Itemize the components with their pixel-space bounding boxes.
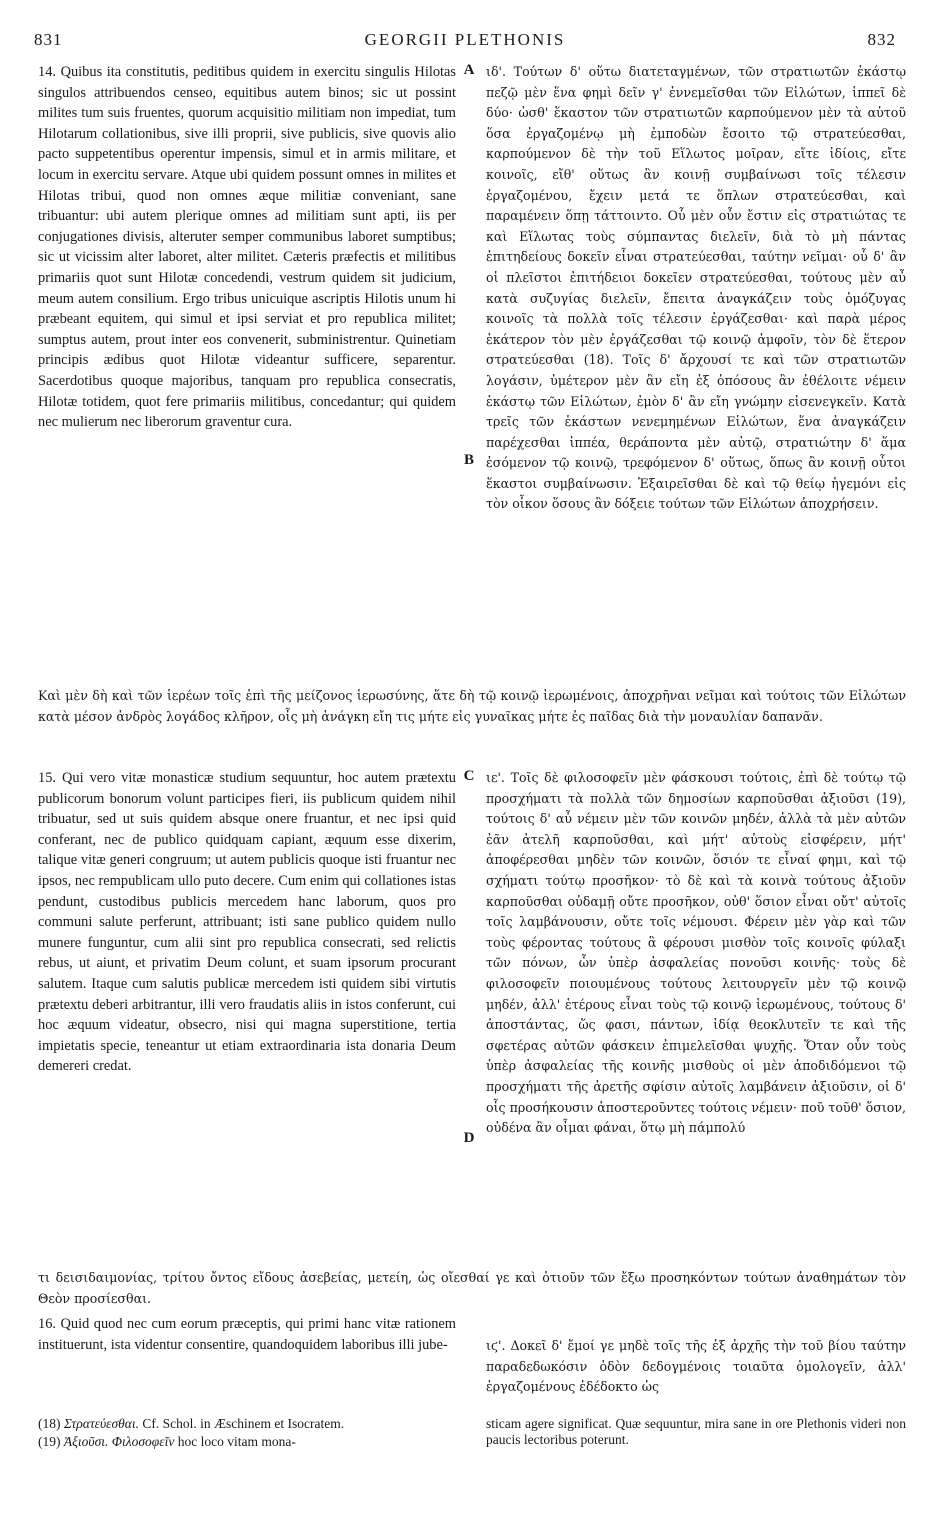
page-title: GEORGII PLETHONIS (364, 30, 566, 49)
section-14-greek (486, 62, 906, 515)
footnote-19-text: hoc loco vitam mona- (177, 1434, 296, 1449)
page-number-right: 832 (867, 30, 896, 49)
section-15-latin-text: 15. Qui vero vitæ monasticæ studium sequuntur, hoc autem prætextu publicorum bonorum volunt participes fieri, iis publicum quidem nihil tribuatur, sed ut suis quidem absque onere fruantur, et nec ipsi quid conferant, nec de publico quidquam capiant, æquum esse dixerim, talique vitæ generi congruum; ut autem publicis quoque isti fruantur nec ipsos, nec rempublicam ullo puto decere. Cum enim qui collationes istas pendunt, custodibus publicis mercedem hanc laborum, quos pro communi salute perferunt, attribuant; isti sane publico quidem nullo munere funguntur, cum alii sint pro republica consecrati, sed relictis rebus, ut aiunt, et privatim Deum colunt, et suam ipsorum procurant salutem. Itaque cum salutis publicæ mercedem isti quidem sibi virtutis prætextu deberi arbitrantur, illi vero fraudatis aliis in istos conferunt, cui hoc æquum videatur, obsecro, nisi qui magna superstitione, tertia impietatis specie, teneantur ut etiam extraordinaria ista donaria Deum demereri credat. (38, 770, 456, 1075)
margin-marker-c: C (463, 768, 475, 784)
section-16-latin-text: 16. Quid quod nec cum eorum præceptis, qui primi hanc vitæ rationem instituerunt, ista videntur consentire, quandoquidem laboribus illi jube- (38, 1316, 456, 1353)
section-16-greek (486, 1336, 906, 1398)
footnote-18-number: (18) (38, 1416, 61, 1431)
section-15-latin (38, 768, 456, 1077)
page-number-left: 831 (34, 30, 63, 49)
footnote-18-word: Στρατεύεσθαι. (63, 1416, 140, 1431)
section-14-latin-text: 14. Quibus ita constitutis, peditibus quidem in exercitu singulis Hilotas singulos attribuendos censeo, equitibus autem binos; sic ut possint milites tum suis fruentes, quorum acquisitio militiam non impediat, tum Hilotarum collationibus, sive illi proprii, sive publicis, sive quovis alio pacto suppetentibus operentur impensis, simul et in armis militare, et locum in exercitu servare. Atque ubi quidem possunt omnes in milites et Hilotas tribui, quod non omnes æque militiæ conveniant, sane tribuantur: ubi autem plerique omnes ad militiam sunt apti, iis per conjugationes divisis, alteruter semper communibus laboret sumptibus; sic ut vicissim alter laboret, alter militet. Cæteris præfectis et militibus primariis quot sunt Hilotæ concedendi, vestrum quidem sit judicium, meum autem consilium. Ergo tribus unicuique ascriptis Hilotis unum hi præbeant equitem, qui simul et ipsi serviat et pro republica militet; sumptus autem, prout inter eos convenerit, subministrentur. Quinetiam principis ædibus quot Hilotæ videantur sufficere, separentur. Sacerdotibus quoque majoribus, tanquam pro republica consecratis, Hilotæ totidem, quot fere primariis militibus, concedantur; qui quidem nec mulierum nec liberorum graventur cura. (38, 64, 456, 431)
section-14-greek-text: ιδ'. Τούτων δ' οὕτω διατεταγμένων, τῶν στρατιωτῶν ἑκάστῳ πεζῷ μὲν ἕνα φημὶ δεῖν γ' ἐννεμεῖσθαι τῶν Εἱλώτων, ἱππεῖ δὲ δύο· ὡσθ' ἕκαστον τῶν στρατιωτῶν καρπούμενον μὲν τὰ αὑτοῦ ὅσα ἐργαζομένῳ μὴ ἐμποδὼν ἔσοιτο τῷ στρατεύεσθαι, καρπούμενον δὲ τὴν τοῦ Εἵλωτος μοῖραν, εἴτε ἰδίοις, εἴτε κοινοῖς, εἴθ' οὕτως ἂν κοινῇ συμβαίνωσι τοῖς τέλεσιν ἐργαζομένου, ἔχειν μετά τε ὅπλων στρατεύεσθαι, καὶ παραμένειν ὅπῃ τάττοιντο. Οὗ μὲν οὖν ἔστιν εἰς στρατιώτας τε καὶ Εἵλωτας τοὺς σύμπαντας διελεῖν, διὰ τὸ μὴ πάντας ἐπιτηδείους δοκεῖν εἶναι στρατεύεσθαι, ταύτην νεῖμαι· οὗ δ' ἂν οἱ πλεῖστοι ἐπιτήδειοι δοκεῖεν στρατεύεσθαι, τούτους μὲν αὖ κατὰ συζυγίας διελεῖν, ἔπειτα ἀναγκάζειν τοὺς ὁμόζυγας κοινοῖς τὰ πολλὰ τοῖς τέλεσιν ἐργάζεσθαι· καὶ παρὰ μέρος ἑκάτερον τὸν μὲν ἐργάζεσθαι τῷ κοινῷ ἀμφοῖν, τὸν δὲ ἕτερον στρατεύεσθαι (18). Τοῖς δ' ἄρχουσί τε καὶ τῶν στρατιωτῶν λογάσιν, ὑμέτερον μὲν ἂν εἴη ἐξ ὁπόσους ἂν ἐθέλοιτε νέμειν ἑκάστῳ τῶν Εἱλώτων, ἐμὸν δ' ἂν εἴη γνώμην εἰσενεγκεῖν. Κατὰ τρεῖς τῶν ἑκάστων νενεμημένων Εἱλώτων, ἕνα ἀναγκάζειν παρέχεσθαι ἱππέα, θεράποντα μὲν αὐτῷ, στρατιώτην δ' ἅμα ἐσόμενον τῷ κοινῷ, τρεφόμενον δ' οὕτως, ὅπως ἂν κοινῇ οὗτοι ἕκαστοι συμβαίνωσιν. Ἐξαιρεῖσθαι δὲ καὶ τῷ θείῳ ἡγεμόνι εἰς τὸν οἶκον ὅσους ἂν δόξειε τούτων τῶν Εἱλώτων ἀποχρήσειν. (486, 64, 906, 512)
margin-marker-b: B (463, 452, 474, 468)
section-14-greek-full-text: Καὶ μὲν δὴ καὶ τῶν ἱερέων τοῖς ἐπὶ τῆς μείζονος ἱερωσύνης, ἅτε δὴ τῷ κοινῷ ἱερωμένοις, ἀποχρῆναι νεῖμαι καὶ τούτοις τῶν Εἱλώτων κατὰ μέσον ἀνδρὸς λογάδος κλῆρον, οἷς μὴ ἀνάγκη εἴη τις μήτε εἰς γυναῖκας μήτε ἐς παῖδας διὰ τὴν μοναυλίαν δαπανᾶν. (38, 688, 906, 724)
section-15-greek (486, 768, 906, 1139)
section-14-greek-full-width (38, 686, 906, 727)
margin-marker-a: A (463, 62, 475, 78)
footnote-19 (38, 1434, 456, 1450)
footnotes-left (38, 1416, 456, 1450)
section-15-greek-text: ιε'. Τοῖς δὲ φιλοσοφεῖν μὲν φάσκουσι τούτοις, ἐπὶ δὲ τούτῳ τῷ προσχήματι τὰ πολλὰ τῶν δημοσίων καρποῦσθαι ἀξιοῦσι (19), τούτοις δ' αὖ νέμειν μὲν τῶν κοινῶν μηδέν, ἀλλὰ τὰ μὲν αὐτῶν ἐᾶν ἀτελῆ καρποῦσθαι, καὶ μήτ' αὐτοὺς εἰσφέρειν, μήτ' ἀποφέρεσθαι μηδὲν τῶν κοινῶν, ὅσιόν τε εἶναί φημι, καὶ τῷ σχήματι τούτῳ προσῆκον· τὸ δὲ καὶ τὰ κοινὰ τούτους ἀξιοῦν καρποῦσθαι οὐδαμῇ οὔτε προσῆκον, οὐθ' ὅσιον εἶναι οὔτ' αὐτοῖς τοῖς λαμβάνουσιν, οὔτε τοῖς νέμουσι. Φέρειν μὲν γὰρ καὶ τῶν τοὺς φέροντας τούτους ἃ φέρουσι μισθὸν τοῖς κοινοῖς φύλαξι τῶν πόνων, ὧν ὑπὲρ ἀσφαλείας πονοῦσι κοινῆς· τοὺς δὲ φιλοσοφεῖν ποιουμένους τούτους λειτουργεῖν μὲν τῷ κοινῷ μηδέν, ἀλλ' ἑτέρους εἶναι τοὺς τῷ κοινῷ ἱερωμένους, τούτους δ' ἀποστάντας, ὥς φασι, πάντων, ἰδίᾳ θεοκλυτεῖν τε καὶ τῆς σφετέρας αὐτῶν φάσκειν ἐπιμελεῖσθαι ψυχῆς. Ὅταν οὖν τοὺς ὑπὲρ ἀσφαλείας τῆς κοινῆς μισθοὺς οἱ μὲν ἀποδιδόμενοι τῷ προσχήματι τῆς ἀρετῆς σφίσιν αὐτοῖς λαμβάνειν ἀξιοῦσιν, οἱ δ' οἷς προσήκουσιν ἀποστεροῦντες τούτοις νέμειν· ποῦ τοῦθ' ὅσιον, οὐδένα ἂν οἶμαι φάναι, ὅτῳ μὴ πάμπολύ (486, 770, 906, 1136)
section-15-greek-full-text: τι δεισιδαιμονίας, τρίτου ὄντος εἴδους ἀσεβείας, μετείη, ὡς οἴεσθαί γε καὶ ὁτιοῦν τῶν ἔξω προσηκόντων τούτων ἀναθημάτων τὸν Θεὸν προσίεσθαι. (38, 1270, 906, 1306)
footnotes-right (486, 1416, 906, 1448)
footnote-19-word-1: Ἀξιοῦσι. (63, 1434, 109, 1449)
running-header (34, 30, 896, 54)
footnote-18-text: Cf. Schol. in Æschinem et Isocratem. (142, 1416, 345, 1431)
section-16-latin (38, 1314, 456, 1355)
footnote-19-word-2: Φιλοσοφεῖν (111, 1434, 175, 1449)
footnote-18 (38, 1416, 456, 1432)
section-15-greek-full-width (38, 1268, 906, 1309)
footnote-19-number: (19) (38, 1434, 61, 1449)
section-14-latin (38, 62, 456, 433)
margin-marker-d: D (463, 1130, 475, 1146)
footnote-19-continuation: sticam agere significat. Quæ sequuntur, mira sane in ore Plethonis videri non paucis lectoribus poterunt. (486, 1416, 906, 1447)
section-16-greek-text: ιϛ'. Δοκεῖ δ' ἔμοί γε μηδὲ τοῖς τῆς ἐξ ἀρχῆς τὴν τοῦ βίου ταύτην παραδεδωκόσιν ὁδὸν δεδογμένοις τοιαῦτα ὁμολογεῖν, ἀλλ' ἐργαζομένους ἐδέδοκτο ὡς (486, 1338, 906, 1395)
